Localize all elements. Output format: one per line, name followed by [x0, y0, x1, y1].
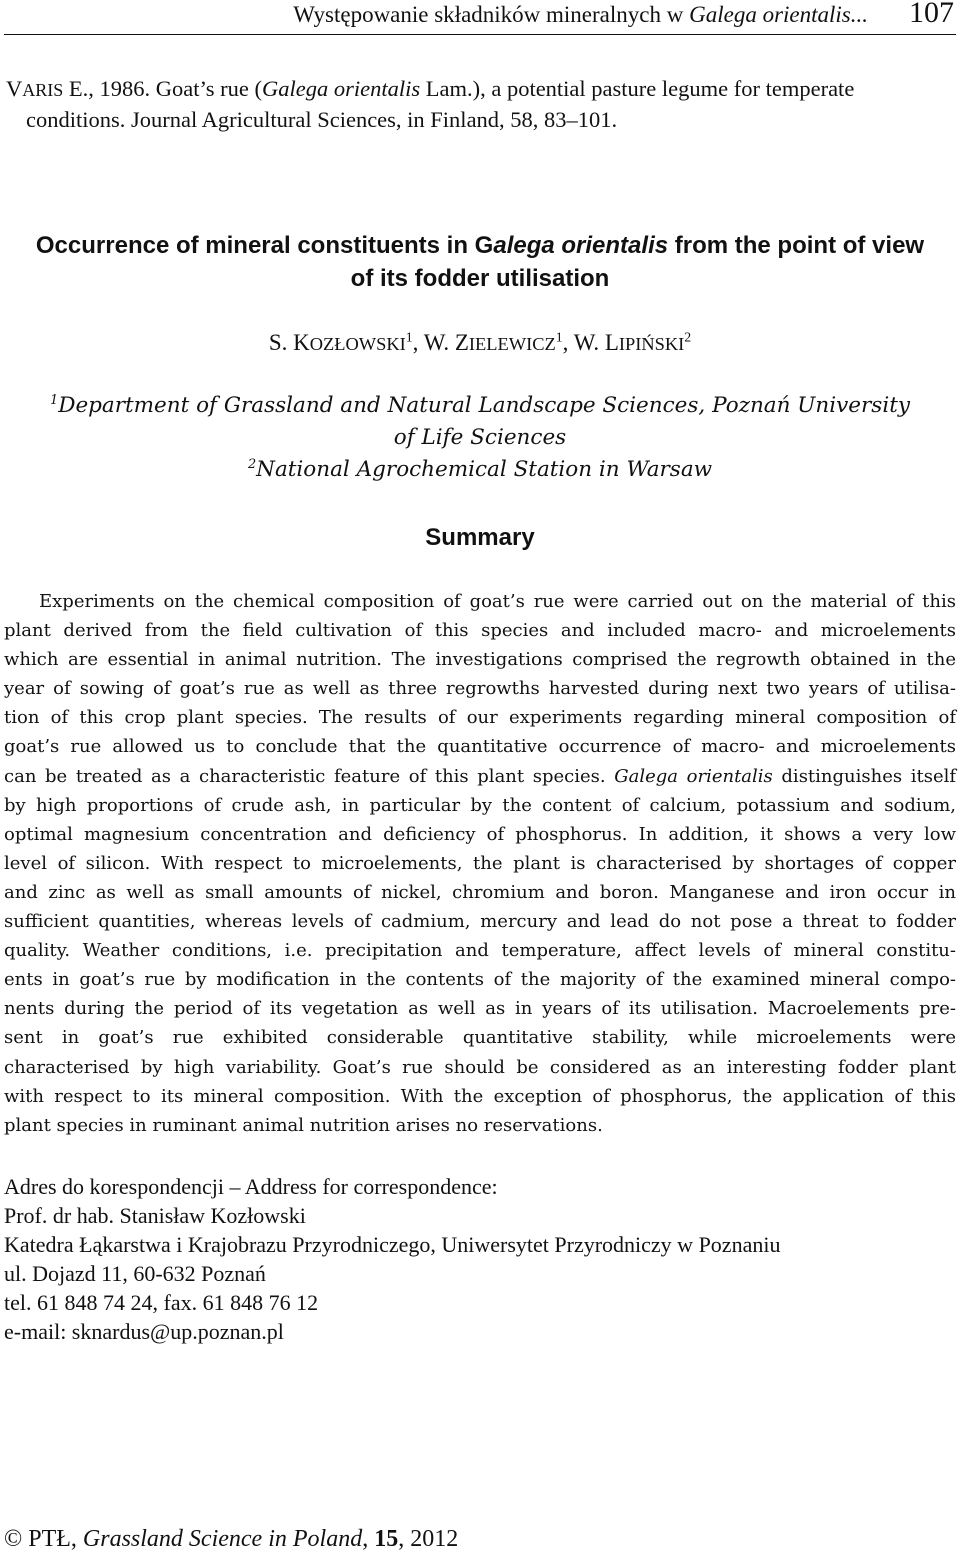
correspondence-label: Adres do korespondencji – Address for correspondence:	[4, 1174, 498, 1199]
summary-line: plant derived from the field cultivation of this species and included macro- and microelements	[4, 620, 956, 642]
footer-journal: Grassland Science in Poland	[82, 1526, 363, 1552]
running-header	[4, 0, 956, 32]
author-initial: S. K	[268, 330, 310, 355]
title-part-2: from the point of view	[668, 232, 925, 259]
footer-year: , 2012	[398, 1526, 459, 1552]
author-affiliation-mark: 1	[405, 329, 413, 345]
summary-species: Galega orientalis	[614, 765, 773, 787]
title-part-1: Occurrence of mineral constituents in G	[35, 232, 494, 259]
footer-copyright: © PTŁ,	[4, 1526, 83, 1552]
summary-line: and zinc as well as small amounts of nickel, chromium and boron. Manganese and iron occur in	[4, 881, 956, 903]
summary-line: by high proportions of crude ash, in particular by the content of calcium, potassium and sodium,	[4, 794, 956, 816]
summary-line: year of sowing of goat’s rue as well as three regrowths harvested during next two years of utilisa-	[4, 678, 956, 700]
summary-line: with respect to its mineral composition. With the exception of phosphorus, the application of this	[4, 1085, 956, 1107]
author-affiliation-mark: 2	[684, 329, 692, 345]
author	[574, 330, 691, 355]
summary-line: quality. Weather conditions, i.e. precipitation and temperature, affect levels of mineral constitu-	[4, 940, 956, 962]
running-title-species: Galega orientalis...	[689, 2, 868, 27]
summary-line: ents in goat’s rue by modification in the contents of the majority of the examined mineral compo-	[4, 969, 956, 991]
summary-line: level of silicon. With respect to microelements, the plant is characterised by shortages of copper	[4, 852, 956, 874]
summary-line: tion of this crop plant species. The results of our experiments regarding mineral composition of	[4, 707, 956, 729]
summary-line: goat’s rue allowed us to conclude that the quantitative occurrence of macro- and microelements	[4, 736, 956, 758]
reference-text: E., 1986. Goat’s rue (	[63, 76, 262, 101]
author-initial: W. L	[573, 330, 619, 355]
summary-line: characterised by high variability. Goat’s rue should be considered as an interesting fodder plant	[4, 1056, 956, 1078]
summary-body	[4, 587, 956, 1140]
summary-line: optimal magnesium concentration and deficiency of phosphorus. In addition, it shows a very low	[4, 823, 956, 845]
author-list	[0, 330, 960, 356]
running-title-text: Występowanie składników mineralnych w	[293, 2, 690, 27]
footer-citation	[4, 1526, 458, 1553]
correspondence-block	[4, 1172, 954, 1346]
author-separator: ,	[562, 330, 574, 355]
affiliation-2-text: National Agrochemical Station in Warsaw	[256, 457, 713, 482]
summary-line	[4, 762, 956, 791]
correspondence-address: ul. Dojazd 11, 60-632 Poznań	[4, 1261, 266, 1286]
correspondence-name: Prof. dr hab. Stanisław Kozłowski	[4, 1203, 306, 1228]
correspondence-phone: tel. 61 848 74 24, fax. 61 848 76 12	[4, 1290, 319, 1315]
author	[269, 330, 424, 355]
affiliations	[0, 390, 960, 486]
article-title	[0, 229, 960, 295]
reference-author-rest: ARIS	[22, 80, 64, 100]
reference-text-2: Lam.), a potential pasture legume for temperate	[420, 76, 855, 101]
affiliation-1	[0, 390, 960, 422]
author-surname: IELEWICZ	[468, 334, 556, 354]
summary-line: Experiments on the chemical composition of goat’s rue were carried out on the material of this	[39, 591, 956, 612]
summary-line: sufficient quantities, whereas levels of cadmium, mercury and lead do not pose a threat to fodder	[4, 911, 956, 933]
correspondence-email[interactable]: e-mail: sknardus@up.poznan.pl	[4, 1319, 284, 1344]
affiliation-mark: 1	[50, 392, 59, 408]
header-rule	[4, 34, 956, 35]
footer-volume: 15	[374, 1526, 399, 1552]
summary-line: nents during the period of its vegetation as well as in years of its utilisation. Macroelements pre-	[4, 998, 956, 1020]
author-initial: W. Z	[423, 330, 469, 355]
summary-line: sent in goat’s rue exhibited considerable quantitative stability, while microelements were	[4, 1027, 956, 1049]
affiliation-mark: 2	[247, 456, 257, 472]
author-surname: IPIŃSKI	[618, 334, 685, 354]
reference-line-2: conditions. Journal Agricultural Sciences, in Finland, 58, 83–101.	[26, 107, 618, 132]
summary-line: which are essential in animal nutrition. The investigations comprised the regrowth obtained in the	[4, 649, 956, 671]
correspondence-department: Katedra Łąkarstwa i Krajobrazu Przyrodniczego, Uniwersytet Przyrodniczy w Poznaniu	[4, 1232, 781, 1257]
reference-species: Galega orientalis	[261, 76, 421, 101]
author-affiliation-mark: 1	[555, 329, 563, 345]
author-surname: OZŁOWSKI	[309, 334, 406, 354]
affiliation-2	[0, 454, 960, 486]
summary-line: plant species in ruminant animal nutrition arises no reservations.	[4, 1114, 603, 1136]
author-separator: ,	[412, 330, 424, 355]
affiliation-1-line-2: of Life Sciences	[393, 425, 567, 450]
reference-author-initial: V	[6, 76, 23, 101]
summary-line-text: can be treated as a characteristic feature of this plant species.	[4, 765, 615, 787]
author	[424, 330, 574, 355]
title-species: alega orientalis	[493, 232, 669, 259]
summary-heading: Summary	[425, 524, 535, 551]
running-title	[293, 2, 868, 28]
page-number: 107	[909, 0, 954, 29]
summary-line-text-2: distinguishes itself	[772, 765, 957, 787]
reference-entry	[6, 74, 956, 135]
footer-separator: ,	[362, 1526, 375, 1552]
affiliation-1-line-1: Department of Grassland and Natural Landscape Sciences, Poznań University	[58, 393, 910, 418]
reference-line-1	[6, 76, 854, 101]
title-line-2: of its fodder utilisation	[350, 265, 610, 292]
